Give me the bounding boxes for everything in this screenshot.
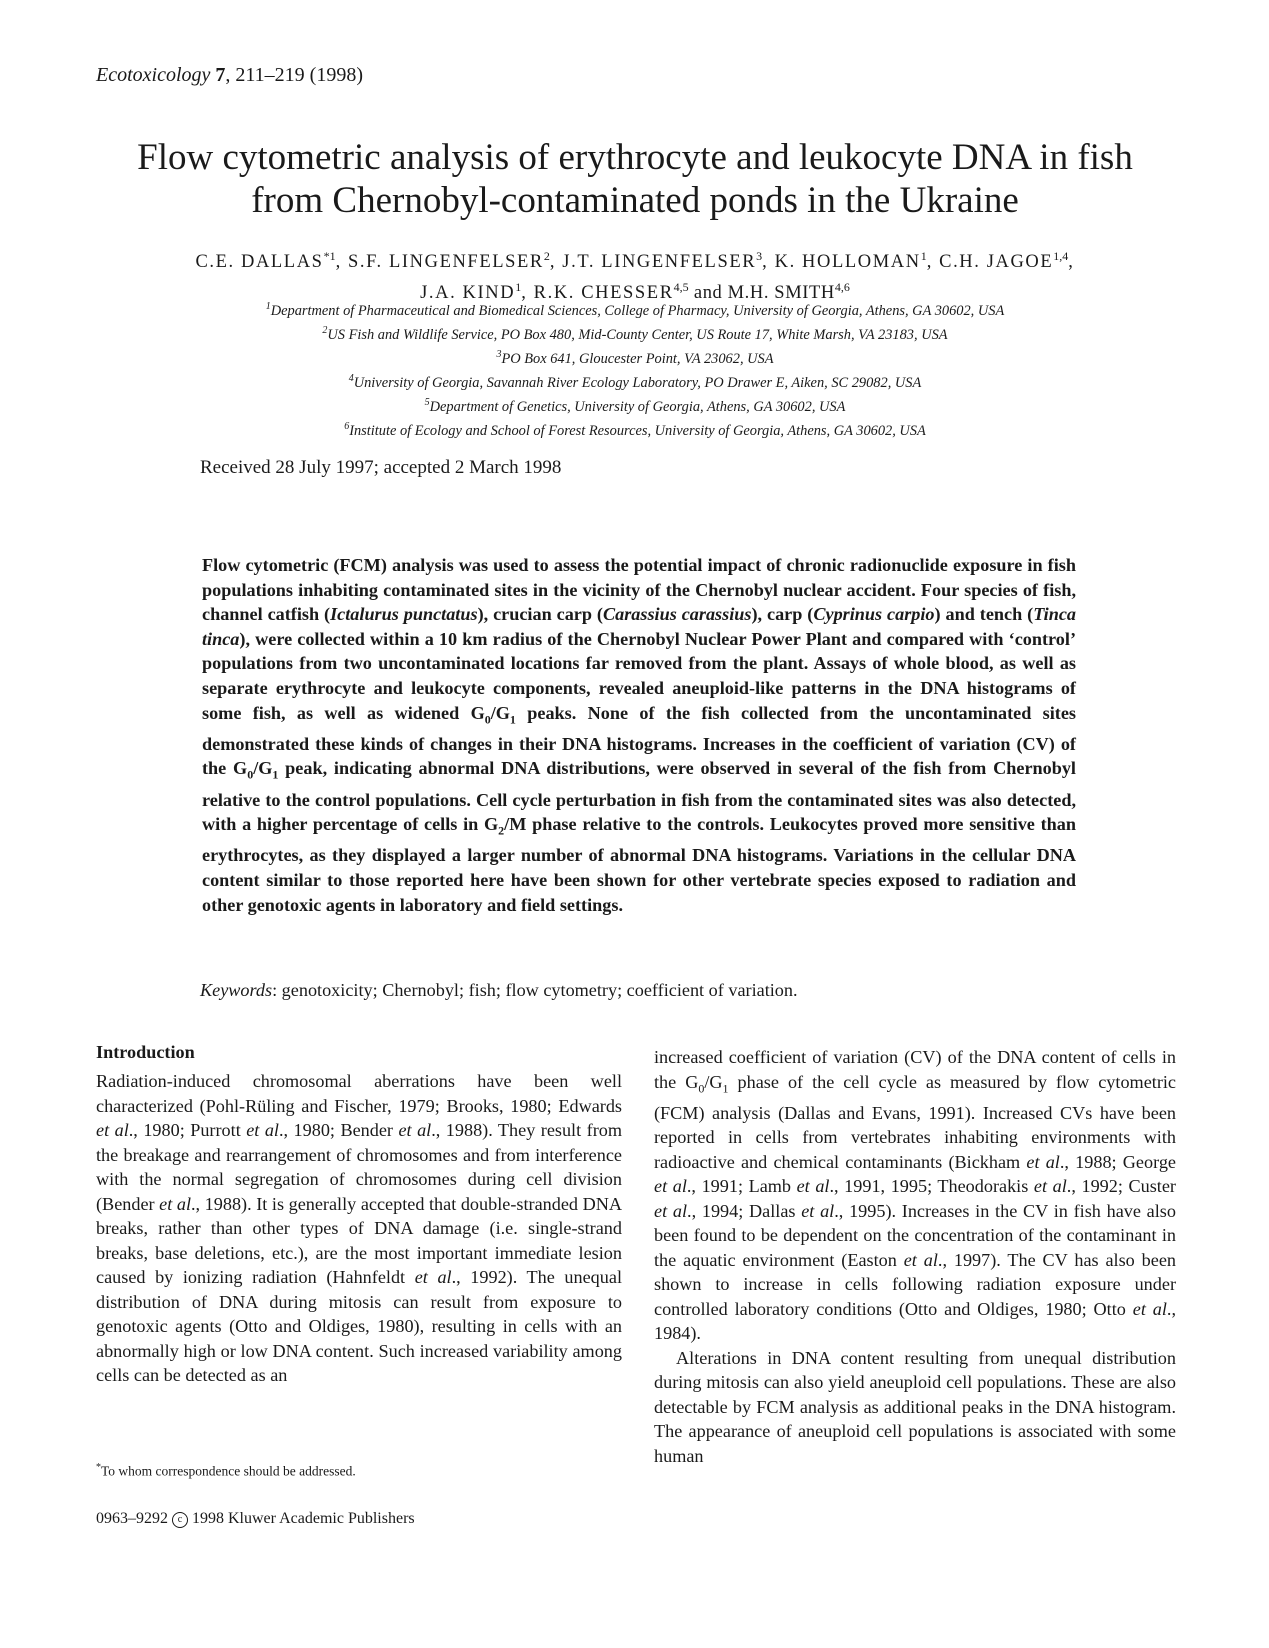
- keywords-text: : genotoxicity; Chernobyl; fish; flow cytometry; coefficient of variation.: [272, 980, 798, 1000]
- title-line-2: from Chernobyl-contaminated ponds in the Ukraine: [251, 180, 1019, 221]
- citation-etal: et al: [398, 1120, 432, 1140]
- journal-pages-year: , 211–219 (1998): [225, 64, 363, 86]
- author-affiliation-mark: *1: [323, 249, 336, 263]
- author-name: C.E. DALLAS: [195, 252, 324, 273]
- journal-name: Ecotoxicology: [96, 64, 211, 86]
- subscript: 0: [247, 768, 254, 783]
- footnote: [96, 1462, 356, 1480]
- footnote-mark: *: [96, 1462, 101, 1473]
- species-name: Cyprinus carpio: [813, 604, 935, 625]
- affiliation-number: 1: [265, 301, 271, 312]
- abstract-text: /M phase relative to the controls. Leukocytes proved more sensitive than erythrocytes, as they displayed a larger number of abnormal DNA histograms. Variations in the cellular DNA content similar to those reported here have been shown for other vertebrate species exposed to radiation and other genotoxic agents in laboratory and field settings.: [202, 814, 1076, 915]
- body-text: ., 1991; Lamb: [686, 1176, 797, 1197]
- copyright-line: [96, 1510, 415, 1528]
- body-text: ., 1988). It is generally accepted that double-stranded DNA breaks, rather than other types of DNA damage (i.e. single-strand breaks, base deletions, etc.), are the most important immediate lesion caused by ionizing radiation (Hahnfeldt: [96, 1193, 622, 1287]
- body-column-left: [96, 1069, 622, 1388]
- subscript: 0: [484, 712, 491, 727]
- journal-volume: 7: [215, 64, 226, 86]
- body-text: ., 1988). They result from the breakage and rearrangement of chromosomes and from interference with the normal segregation of chromosomes during cell division (Bender: [96, 1120, 622, 1214]
- title-line-1: Flow cytometric analysis of erythrocyte and leukocyte DNA in fish: [137, 137, 1133, 178]
- body-text: Radiation-induced chromosomal aberrations have been well characterized (Pohl-Rüling and Fischer, 1979; Brooks, 1980; Edwards: [96, 1071, 622, 1116]
- citation-etal: et al: [1026, 1151, 1060, 1172]
- body-text: ., 1997). The CV has also been shown to increase in cells following radiation exposure under controlled laboratory conditions (Otto and Oldiges, 1980; Otto: [654, 1249, 1176, 1319]
- abstract-text: /G: [253, 758, 273, 779]
- subscript: 1: [509, 712, 516, 727]
- body-text: increased coefficient of variation (CV) of the DNA content of cells in the G: [654, 1047, 1176, 1092]
- affiliation-number: 6: [344, 421, 350, 432]
- abstract-text: ), were collected within a 10 km radius of the Chernobyl Nuclear Power Plant and compared with ‘control’ populations from two uncontaminated locations far removed from the plant. Assays of whole blood, as well as separate erythrocyte and leukocyte components, revealed aneuploid-like patterns in the DNA histograms of some fish, as well as widened G: [202, 628, 1076, 723]
- paragraph: Alterations in DNA content resulting from unequal distribution during mitosis can also yield aneuploid cell populations. These are also detectable by FCM analysis as additional peaks in the DNA histogram. The appearance of aneuploid cell populations is associated with some human: [654, 1347, 1176, 1466]
- affiliation-text: University of Georgia, Savannah River Ecology Laboratory, PO Drawer E, Aiken, SC 29082, USA: [353, 374, 922, 391]
- body-text: ., 1991, 1995; Theodorakis: [829, 1176, 1034, 1197]
- affiliation-2: [80, 321, 1190, 345]
- body-text: ., 1984).: [654, 1298, 1177, 1344]
- author-name: , J.T. LINGENFELSER: [549, 252, 757, 273]
- author-line-1: [80, 244, 1190, 275]
- paper-title: [80, 136, 1190, 222]
- issn: 0963–9292: [96, 1510, 168, 1527]
- affiliation-1: [80, 297, 1190, 321]
- citation-etal: et al: [246, 1120, 279, 1140]
- affiliation-text: Department of Pharmaceutical and Biomedical Sciences, College of Pharmacy, University of Georgia, Athens, GA 30602, USA: [270, 302, 1005, 319]
- citation-etal: et al: [801, 1200, 835, 1221]
- abstract-text: peak, indicating abnormal DNA distributions, were observed in several of the fish from Chernobyl relative to the control populations. Cell cycle perturbation in fish from the contaminated sites was also detected, with a higher percentage of cells in G: [202, 758, 1076, 835]
- affiliation-text: PO Box 641, Gloucester Point, VA 23062, USA: [501, 350, 774, 367]
- author-affiliation-mark: 2: [543, 249, 550, 263]
- body-text: phase of the cell cycle as measured by flow cytometric (FCM) analysis (Dallas and Evans, 1991). Increased CVs have been reported in cells from vertebrates inhabiting environments with radioactive and chemical contaminants (Bickham: [654, 1071, 1177, 1172]
- footnote-text: To whom correspondence should be addressed.: [101, 1463, 356, 1479]
- body-text: ., 1992; Custer: [1066, 1176, 1176, 1197]
- body-text: ., 1980; Bender: [278, 1120, 399, 1140]
- author-affiliation-mark: 4,5: [673, 280, 689, 295]
- species-name: Ictalurus punctatus: [330, 604, 478, 625]
- affiliation-list: [80, 297, 1190, 441]
- species-name: Carassius carassius: [602, 604, 752, 625]
- abstract-text: peaks. None of the fish collected from the uncontaminated sites demonstrated these kinds of changes in their DNA histograms. Increases in the coefficient of variation (CV) of the G: [202, 702, 1076, 779]
- author-name: J.A. KIND: [420, 283, 516, 304]
- affiliation-5: [80, 393, 1190, 417]
- body-text: ., 1994; Dallas: [687, 1200, 802, 1221]
- citation-etal: et al: [159, 1193, 191, 1214]
- citation-etal: et al: [1132, 1298, 1167, 1319]
- subscript: 2: [498, 823, 505, 838]
- section-heading-introduction: Introduction: [96, 1042, 195, 1062]
- author-name: , S.F. LINGENFELSER: [335, 252, 544, 273]
- abstract-text: ) and tench (: [934, 604, 1034, 625]
- affiliation-text: Department of Genetics, University of Georgia, Athens, GA 30602, USA: [429, 398, 846, 415]
- subscript: 1: [272, 768, 279, 783]
- keywords-label: Keywords: [200, 980, 273, 1000]
- paragraph: [654, 1045, 1176, 1346]
- author-name: , K. HOLLOMAN: [762, 252, 921, 273]
- author-name: , C.H. JAGOE: [926, 252, 1054, 273]
- received-dates: Received 28 July 1997; accepted 2 March 1998: [200, 457, 562, 478]
- affiliation-number: 3: [496, 349, 502, 360]
- abstract-text: ), crucian carp (: [477, 604, 603, 625]
- body-column-right: [654, 1045, 1176, 1468]
- affiliation-4: [80, 369, 1190, 393]
- abstract-text: ), carp (: [751, 604, 814, 625]
- citation-etal: et al: [96, 1120, 129, 1140]
- publisher: 1998 Kluwer Academic Publishers: [192, 1510, 415, 1527]
- author-separator: ,: [1068, 252, 1075, 273]
- keywords: [200, 980, 798, 1001]
- subscript: 0: [698, 1081, 705, 1096]
- journal-reference: [96, 64, 363, 87]
- author-name: and M.H. SMITH: [688, 283, 835, 304]
- author-affiliation-mark: 3: [756, 249, 763, 263]
- body-text: ., 1992). The unequal distribution of DNA during mitosis can result from exposure to genotoxic agents (Otto and Oldiges, 1980), resulting in cells with an abnormally high or low DNA content. Such increased variability among cells can be detected as an: [96, 1267, 622, 1385]
- author-name: , R.K. CHESSER: [521, 283, 674, 304]
- subscript: 1: [722, 1081, 729, 1096]
- affiliation-number: 5: [424, 397, 430, 408]
- affiliation-6: [80, 417, 1190, 441]
- species-name: Tinca tinca: [202, 604, 1076, 649]
- affiliation-number: 4: [348, 373, 354, 384]
- affiliation-number: 2: [322, 325, 328, 336]
- citation-etal: et al: [414, 1267, 452, 1287]
- body-text: /G: [704, 1071, 723, 1092]
- affiliation-text: Institute of Ecology and School of Forest Resources, University of Georgia, Athens, GA 30602, USA: [349, 422, 926, 439]
- author-affiliation-mark: 1: [515, 280, 522, 295]
- abstract-text: /G: [490, 702, 510, 723]
- affiliation-3: [80, 345, 1190, 369]
- citation-etal: et al: [654, 1176, 687, 1197]
- body-text: ., 1995). Increases in the CV in fish have also been found to be dependent on the concentration of the contaminant in the aquatic environment (Easton: [654, 1200, 1176, 1270]
- citation-etal: et al: [796, 1176, 830, 1197]
- abstract: [202, 553, 1076, 917]
- affiliation-text: US Fish and Wildlife Service, PO Box 480, Mid-County Center, US Route 17, White Marsh, VA 23183, USA: [327, 326, 948, 343]
- author-affiliation-mark: 1: [920, 249, 927, 263]
- body-text: ., 1988; George: [1059, 1151, 1176, 1172]
- body-text: ., 1980; Purrott: [128, 1120, 247, 1140]
- citation-etal: et al: [654, 1200, 688, 1221]
- copyright-icon: c: [172, 1512, 188, 1528]
- citation-etal: et al: [903, 1249, 938, 1270]
- citation-etal: et al: [1033, 1176, 1067, 1197]
- abstract-text: Flow cytometric (FCM) analysis was used to assess the potential impact of chronic radionuclide exposure in fish populations inhabiting contaminated sites in the vicinity of the Chernobyl nuclear accident. Four species of fish, channel catfish (: [202, 555, 1076, 625]
- author-affiliation-mark: 4,6: [834, 280, 850, 295]
- author-affiliation-mark: 1,4: [1053, 249, 1069, 263]
